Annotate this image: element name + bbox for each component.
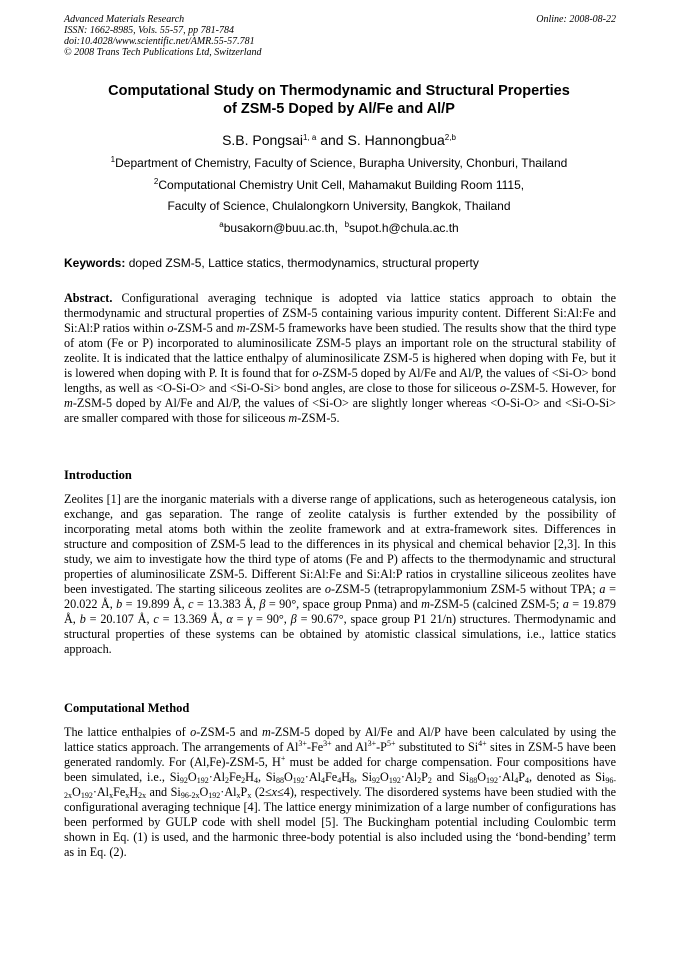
- method-text: -ZSM-5 doped by Al/Fe and Al/P have been calculated by using the lattice statics approach. The arrangements of Al: [64, 725, 616, 754]
- method-sub: 92: [179, 776, 188, 785]
- method-text: substituted to Si: [395, 740, 479, 754]
- method-text: Al: [404, 770, 418, 784]
- abstract-text: -ZSM-5.: [297, 411, 340, 425]
- abstract-italic: m: [288, 411, 298, 425]
- intro-italic: b: [116, 597, 123, 611]
- abstract: [64, 291, 616, 426]
- email-line: [40, 221, 638, 236]
- intro-text: = 90°,: [252, 612, 291, 626]
- method-text: H: [341, 770, 351, 784]
- method-text: P: [518, 770, 526, 784]
- method-sub: 192: [486, 776, 498, 785]
- affiliation-2-text-a: Computational Chemistry Unit Cell, Mahamakut Building Room 1115,: [158, 178, 525, 192]
- method-sub: 192: [292, 776, 305, 785]
- method-text: ,: [257, 770, 266, 784]
- method-text: ·: [92, 785, 97, 799]
- title-line-1: Computational Study on Thermodynamic and Structural Properties: [108, 83, 570, 99]
- method-text: , denoted as: [529, 770, 596, 784]
- method-sup: 3+: [323, 739, 332, 748]
- method-text: O: [72, 785, 81, 799]
- intro-italic: c: [153, 612, 159, 626]
- method-text: The lattice enthalpies of: [64, 725, 191, 739]
- method-sup: +: [280, 754, 286, 763]
- affiliation-2-cont: Faculty of Science, Chulalongkorn University, Bangkok, Thailand: [167, 199, 511, 213]
- method-text: ≤4), respectively. The disordered systems have been studied with the configurational averaging technique [4]. The lattice energy minimization of a large number of configurations has been performed by GULP code with shell model [5]. The Buckingham potential including Coulombic term shown in Eq. (1) is used, and the harmonic three-body potential is also included using the ‘bond-bending’ term as in Eq. (2).: [64, 785, 616, 859]
- abstract-italic: o: [499, 381, 506, 395]
- abstract-text: -ZSM-5. However, for: [505, 381, 616, 395]
- abstract-italic: m: [64, 396, 73, 410]
- intro-italic: α: [226, 612, 233, 626]
- abstract-text: Configurational averaging technique is adopted via lattice statics approach to obtain the thermodynamic and structural properties of ZSM-5 containing various impurity content. Different Si:Al:Fe and Si:Al:P ratios within: [64, 291, 616, 335]
- intro-italic: o: [324, 582, 331, 596]
- method-sub: x: [236, 791, 241, 800]
- intro-italic: β: [259, 597, 266, 611]
- intro-text: = 90.67°, space group P1 21/n) structures. Thermodynamic and structural properties of these systems can be obtained by atomistic classical simulations, i.e., lattice statics approach.: [64, 612, 616, 656]
- intro-text: = 19.879 Å,: [64, 597, 616, 626]
- email-b: supot.h@chula.ac.th: [349, 221, 459, 235]
- method-text: O: [283, 770, 293, 784]
- author-list: [40, 131, 638, 149]
- affiliation-1-text: Department of Chemistry, Faculty of Science, Burapha University, Chonburi, Thailand: [115, 156, 568, 170]
- method-text: and: [146, 785, 171, 799]
- method-text: sites in ZSM-5 have been generated randomly. For (Al,Fe)-ZSM-5, H: [64, 740, 616, 769]
- method-text: H: [129, 785, 139, 799]
- method-sub: 2: [241, 776, 246, 785]
- email-a: busakorn@buu.ac.th,: [223, 221, 338, 235]
- introduction-heading: Introduction: [64, 468, 132, 482]
- method-sub: 96-2x: [64, 776, 616, 800]
- method-sup: 5+: [386, 739, 396, 748]
- method-sub: 4: [514, 776, 519, 785]
- intro-text: =: [232, 612, 248, 626]
- method-heading: Computational Method: [64, 701, 190, 715]
- intro-text: Zeolites [1] are the inorganic materials with a diverse range of applications, such as heterogeneous catalysis, ion exchange, and gas separation. The range of zeolite catalysis is further extended by the possibility of incorporating metal atoms both within the zeolite framework and at extra-framework sites. Differences in structure and composition of ZSM-5 lead to the differences in its physical and chemical behavior [2,3]. In this study, we aim to investigate how the third type of atoms (Fe and P) affects to the thermodynamic and structural properties of aluminosilicate ZSM-5. Different Si:Al:Fe and Si:Al:P ratios in crystalline siliceous zeolites have been investigated. The starting siliceous zeolites are: [64, 492, 616, 596]
- method-sub: 88: [275, 776, 284, 785]
- method-text: ·: [304, 770, 309, 784]
- method-sub: x: [247, 791, 252, 800]
- intro-text: = 20.022 Å,: [64, 582, 616, 611]
- method-sub: 4: [253, 776, 258, 785]
- paper-title: [40, 82, 638, 118]
- method-sub: x: [109, 791, 114, 800]
- author-conjunction: and: [316, 132, 348, 148]
- affiliation-1-mark: 1: [110, 155, 116, 164]
- method-text: Fe: [325, 770, 338, 784]
- method-text: O: [380, 770, 389, 784]
- intro-italic: a: [599, 582, 606, 596]
- method-text: ·: [208, 770, 213, 784]
- email-b-mark: b: [344, 220, 350, 229]
- method-sub: 4: [321, 776, 326, 785]
- intro-text: = 13.369 Å,: [158, 612, 227, 626]
- title-line-2: of ZSM-5 Doped by Al/Fe and Al/P: [223, 101, 455, 117]
- method-text: P: [240, 785, 248, 799]
- author-1: S.B. Pongsai: [222, 132, 303, 148]
- intro-text: -ZSM-5 (tetrapropylammonium ZSM-5 without TPA;: [330, 582, 600, 596]
- method-sub: 4: [525, 776, 530, 785]
- keywords-label: Keywords:: [64, 256, 126, 270]
- method-text: and Al: [331, 740, 368, 754]
- method-sub: 92: [372, 776, 381, 785]
- abstract-text: -ZSM-5 frameworks have been studied. The results show that the third type of atom (Fe or P) incorporated to aluminosilicate ZSM-5 plays an important role on the structural stability of zeolite. It is indicated that the lattice enthalpy of aluminosilicate ZSM-5 is highered when doping with Fe, but it is lowered when doping with P. It is found that for: [64, 321, 617, 380]
- method-text: Al: [308, 770, 322, 784]
- copyright-line: © 2008 Trans Tech Publications Ltd, Switzerland: [64, 47, 262, 58]
- affiliation-2-mark: 2: [153, 177, 159, 186]
- abstract-text: -ZSM-5 doped by Al/Fe and Al/P, the values of <Si-O> bond lengths, as well as <O-Si-O> and <Si-O-Si> bond angles, are close to those for siliceous: [64, 366, 616, 395]
- method-sub: 2: [427, 776, 432, 785]
- method-sub: 2: [417, 776, 422, 785]
- intro-italic: b: [79, 612, 86, 626]
- affiliation-1: [40, 156, 638, 171]
- intro-text: = 20.107 Å,: [85, 612, 154, 626]
- method-text: ·: [220, 785, 225, 799]
- method-text: must be added for charge compensation. Four compositions have been simulated, i.e., Si: [64, 755, 616, 784]
- method-text: Al: [502, 770, 515, 784]
- method-text: -ZSM-5 and: [196, 725, 263, 739]
- abstract-italic: o: [312, 366, 319, 380]
- intro-text: = 19.899 Å,: [122, 597, 189, 611]
- keywords-text: doped ZSM-5, Lattice statics, thermodynamics, structural property: [125, 256, 479, 270]
- author-1-affil: 1, a: [303, 133, 317, 142]
- affiliation-2: [40, 178, 638, 193]
- method-text: O: [477, 770, 486, 784]
- abstract-text: -ZSM-5 doped by Al/Fe and Al/P, the values of <Si-O> are slightly longer whereas <O-Si-O> and <Si-O-Si> are smaller compared with those for siliceous: [64, 396, 616, 425]
- intro-text: -ZSM-5 (calcined ZSM-5;: [429, 597, 563, 611]
- method-sub: 2x: [138, 791, 147, 800]
- method-text: -P: [376, 740, 387, 754]
- method-sub: 96-2x: [180, 791, 200, 800]
- method-italic: m: [262, 725, 271, 739]
- method-sub: 2: [224, 776, 229, 785]
- abstract-italic: m: [236, 321, 246, 335]
- intro-italic: m: [421, 597, 430, 611]
- method-text: O: [199, 785, 209, 799]
- online-date: Online: 2008-08-22: [536, 14, 616, 25]
- method-sub: x: [125, 791, 130, 800]
- keywords: [64, 256, 616, 271]
- method-italic: o: [190, 725, 197, 739]
- method-text: Fe: [113, 785, 126, 799]
- running-header: [64, 14, 616, 58]
- intro-italic: c: [188, 597, 194, 611]
- method-text: H: [245, 770, 254, 784]
- method-text: Al: [224, 785, 237, 799]
- method-sup: 3+: [367, 739, 377, 748]
- intro-italic: a: [562, 597, 569, 611]
- method-sub: 192: [80, 791, 93, 800]
- method-text: Al: [212, 770, 225, 784]
- method-sub: 8: [350, 776, 355, 785]
- method-sub: 192: [208, 791, 221, 800]
- journal-name: Advanced Materials Research: [64, 14, 185, 25]
- method-italic: x: [271, 785, 278, 799]
- issn-line: ISSN: 1662-8985, Vols. 55-57, pp 781-784: [64, 25, 234, 36]
- introduction-body: [64, 492, 616, 657]
- method-text: ·: [498, 770, 503, 784]
- method-text: Al: [96, 785, 110, 799]
- method-sup: 4+: [478, 739, 487, 748]
- author-2-affil: 2,b: [444, 133, 456, 142]
- intro-text: = 90°, space group Pnma) and: [265, 597, 422, 611]
- author-2: S. Hannongbua: [347, 132, 445, 148]
- intro-text: = 13.383 Å,: [193, 597, 260, 611]
- email-a-mark: a: [219, 220, 224, 229]
- method-text: O: [187, 770, 197, 784]
- doi-line: doi:10.4028/www.scientific.net/AMR.55-57.781: [64, 36, 255, 47]
- method-text: (2≤: [251, 785, 272, 799]
- method-sub: 4: [337, 776, 342, 785]
- intro-italic: γ: [247, 612, 253, 626]
- method-sub: 192: [196, 776, 209, 785]
- abstract-label: Abstract.: [64, 291, 113, 305]
- method-text: ,: [354, 770, 362, 784]
- abstract-text: -ZSM-5 and: [173, 321, 237, 335]
- intro-italic: β: [290, 612, 297, 626]
- method-text: ·: [400, 770, 405, 784]
- method-sup: 3+: [298, 739, 307, 748]
- method-sub: 192: [388, 776, 401, 785]
- method-sub: 88: [469, 776, 478, 785]
- method-text: -Fe: [306, 740, 324, 754]
- method-text: P: [421, 770, 428, 784]
- method-text: Fe: [228, 770, 242, 784]
- abstract-italic: o: [167, 321, 174, 335]
- method-text: and: [431, 770, 460, 784]
- method-body: The lattice enthalpies of o-ZSM-5 and m-ZSM-5 doped by Al/Fe and Al/P have been calculated by using the lattice statics approach. The arrangements of $Al^{3+}-Fe^{3+}$ and $Al^{3+}-P^{5+}$ substituted to $Si^{4+}$ sites in ZSM-5 have been generated randomly. For (Al,Fe)-ZSM-5, H+ must be added for charge compensation. Four compositions have been simulated, i.e., $Si_{92}O_{192}\cdot Al_2Fe_2H_4$, $Si_{88}O_{192}\cdot Al_4Fe_4H_8$, $Si_{92}O_{192}\cdot Al_2P_2$ and $Si_{88}O_{192}\cdot Al_4P_4$, denoted as $Si_{96-2x}O_{192}\cdot Al_xFe_xH_{2x}$ and $Si_{96-2x}O_{192}\cdot Al_xP_x$ (2≤x≤4), respectively. The disordered systems have been studied with the configurational averaging technique [4]. The lattice energy minimization of a large number of configurations has been performed by GULP code with shell model [5]. The Buckingham potential including Coulombic term shown in Eq. (1) is used, and the harmonic three-body potential is also included using the ‘bond-bending’ term as in Eq. (2).: [64, 725, 616, 859]
